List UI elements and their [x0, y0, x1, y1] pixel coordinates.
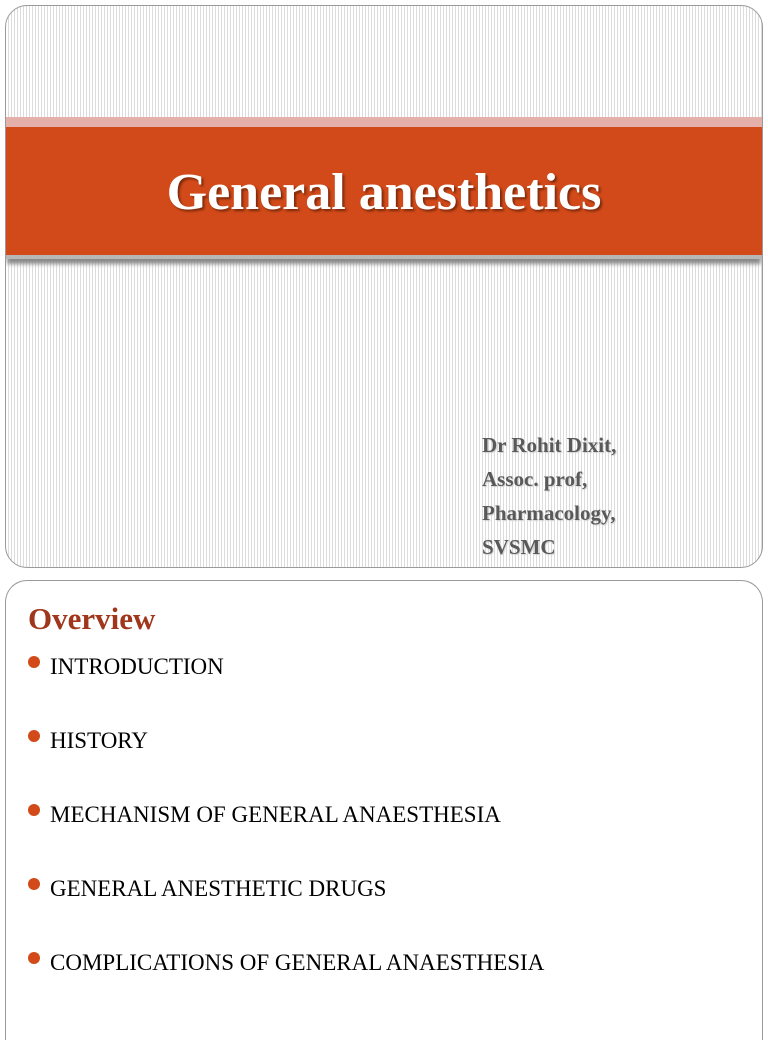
list-item-text: COMPLICATIONS OF GENERAL ANAESTHESIA: [50, 950, 545, 975]
author-department: Pharmacology,: [482, 501, 616, 525]
bullet-icon: [28, 804, 40, 816]
author-institution: SVSMC: [482, 535, 556, 559]
bullet-icon: [28, 656, 40, 668]
bullet-icon: [28, 878, 40, 890]
title-band: [6, 127, 762, 259]
list-item-text: HISTORY: [50, 728, 148, 753]
title-slide: [5, 5, 763, 568]
overview-slide: [5, 580, 763, 1040]
slide-title: General anesthetics: [166, 164, 602, 221]
author-block: [482, 428, 616, 564]
list-item-text: GENERAL ANESTHETIC DRUGS: [50, 876, 387, 901]
author-position: Assoc. prof,: [482, 467, 588, 491]
list-item-text: MECHANISM OF GENERAL ANAESTHESIA: [50, 802, 501, 827]
author-name: Dr Rohit Dixit,: [482, 433, 617, 457]
bullet-icon: [28, 952, 40, 964]
title-band-accent: [6, 117, 762, 127]
bullet-icon: [28, 730, 40, 742]
list-item-text: INTRODUCTION: [50, 654, 224, 679]
overview-heading: Overview: [28, 601, 156, 636]
